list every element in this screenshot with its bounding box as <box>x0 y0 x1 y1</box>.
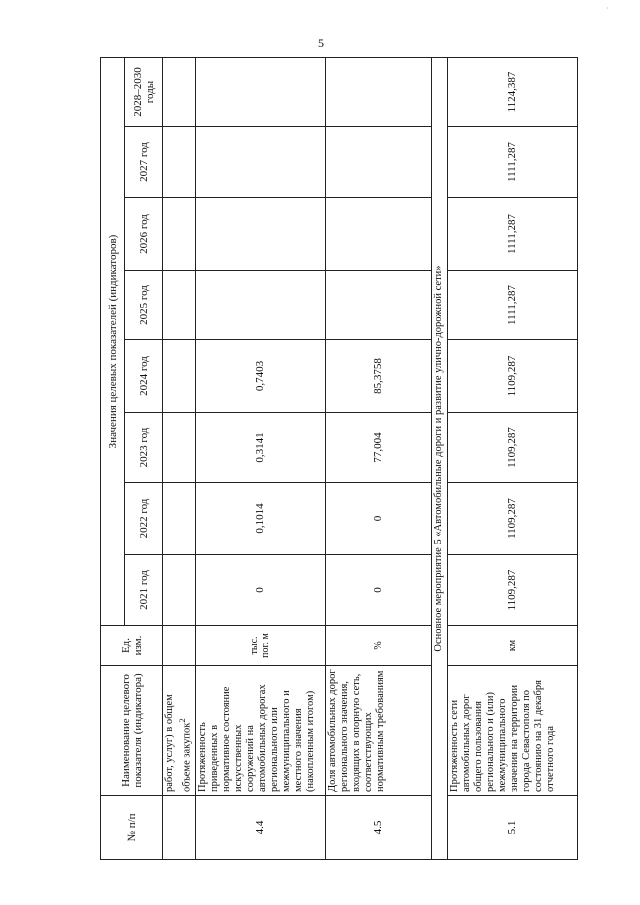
header-num: № п/п <box>101 796 163 860</box>
header-year: 2028–2030 годы <box>125 58 163 127</box>
cell-value <box>163 198 196 271</box>
cell-value: 0 <box>325 555 431 626</box>
table-row <box>195 58 325 860</box>
cell-value <box>325 58 431 127</box>
cell-value <box>163 271 196 340</box>
footnote-mark: 2 <box>177 718 187 723</box>
header-year: 2024 год <box>125 340 163 413</box>
cell-value <box>163 413 196 483</box>
cell-value <box>325 271 431 340</box>
cell-value: 0,1014 <box>195 483 325 555</box>
cell-value: 1124,387 <box>447 58 577 127</box>
cell-name: Протяженность приведенных в нормативное состояние искусственных сооружений на автомобильных дорогах регионального или межмуниципального и местного значения (накопленным итогом) <box>195 666 325 796</box>
cell-name <box>163 666 196 796</box>
cell-num: 4.5 <box>325 796 431 860</box>
continuation-text: работ, услуг) в общем объеме закупок <box>164 694 193 792</box>
cell-value <box>195 271 325 340</box>
cell-value: 85,3758 <box>325 340 431 413</box>
cell-value <box>195 127 325 198</box>
cell-value <box>163 555 196 626</box>
indicators-table <box>100 57 578 860</box>
cell-value <box>325 198 431 271</box>
cell-value: 77,004 <box>325 413 431 483</box>
cell-value <box>163 340 196 413</box>
cell-value <box>325 127 431 198</box>
rotated-table-frame <box>100 58 572 860</box>
cell-unit: км <box>447 626 577 666</box>
cell-value: 0 <box>325 483 431 555</box>
cell-unit <box>163 626 196 666</box>
header-year: 2025 год <box>125 271 163 340</box>
section-row <box>431 58 447 860</box>
cell-value: 1109,287 <box>447 555 577 626</box>
cell-num <box>163 796 196 860</box>
cell-value <box>163 58 196 127</box>
header-year: 2023 год <box>125 413 163 483</box>
header-unit: Ед. изм. <box>101 626 163 666</box>
header-year: 2022 год <box>125 483 163 555</box>
table-row <box>447 58 577 860</box>
header-name: Наименование целевого показателя (индикатора) <box>101 666 163 796</box>
page-number: 5 <box>318 36 324 50</box>
cell-num: 5.1 <box>447 796 577 860</box>
section-title: Основное мероприятие 5 «Автомобильные дороги и развитие улично-дорожной сети» <box>431 58 447 860</box>
cell-unit: тыс. пог. м <box>195 626 325 666</box>
header-year: 2026 год <box>125 198 163 271</box>
cell-value <box>163 127 196 198</box>
cell-value <box>195 58 325 127</box>
cell-value: 1111,287 <box>447 198 577 271</box>
cell-value: 0,3141 <box>195 413 325 483</box>
cell-value <box>195 198 325 271</box>
header-values-group: Значения целевых показателей (индикаторов) <box>101 58 125 626</box>
cell-num: 4.4 <box>195 796 325 860</box>
header-year: 2027 год <box>125 127 163 198</box>
cell-value: 0 <box>195 555 325 626</box>
cell-value <box>163 483 196 555</box>
cell-name: Доля автомобильных дорог регионального значения, входящих в опорную сеть, соответствующих нормативным требованиям <box>325 666 431 796</box>
cell-value: 1109,287 <box>447 413 577 483</box>
table-row <box>325 58 431 860</box>
cell-value: 1109,287 <box>447 340 577 413</box>
cell-value: 1109,287 <box>447 483 577 555</box>
header-year: 2021 год <box>125 555 163 626</box>
cell-name: Протяженность сети автомобильных дорог общего пользования регионального и (или) межмуниципального значения на территории города Севастополя по состоянию на 31 декабря отчетного года <box>447 666 577 796</box>
cell-value: 1111,287 <box>447 271 577 340</box>
continuation-row <box>163 58 196 860</box>
corner-mark: · <box>606 4 609 13</box>
cell-unit: % <box>325 626 431 666</box>
header-row-group <box>101 58 125 860</box>
cell-value: 0,7403 <box>195 340 325 413</box>
cell-value: 1111,287 <box>447 127 577 198</box>
